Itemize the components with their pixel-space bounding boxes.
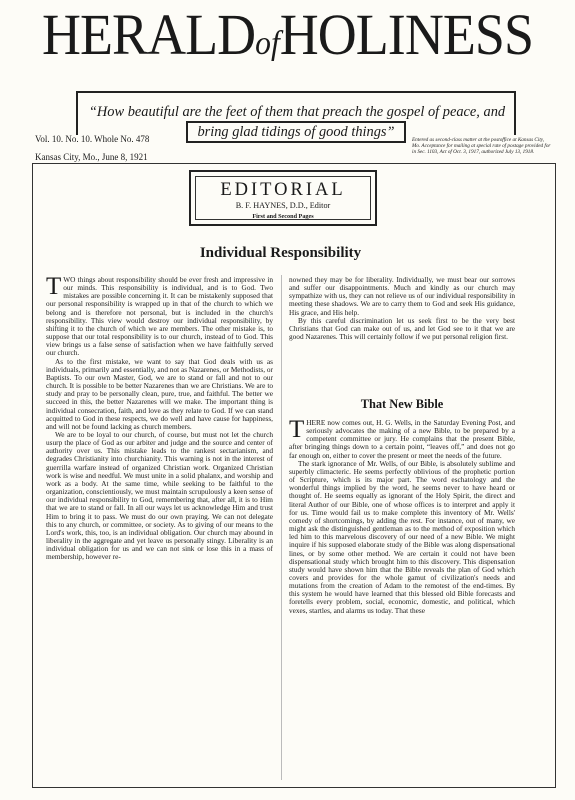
article-paragraph: As to the first mistake, we want to say that God deals with us as individuals, primarily and essentially, and not as Nazarenes, or Methodists, or Baptists. To our own Master, God, we are to stand or fall and not to our church. It is possible to be better Nazarenes than we are Christians. We are to study and pray to be personally clean, pure, true, and faithful. The better we succeed in this, the better Nazarenes will we make. The important thing is individual consecration, faith, and love as they relate to God. If we can stand acquitted to God in these respects, we do well and have cause for happiness, and will not be found lacking as church members. bbox=[46, 356, 273, 431]
article-paragraph bbox=[289, 419, 515, 460]
editorial-box bbox=[189, 170, 377, 226]
drop-cap: T bbox=[46, 276, 62, 300]
article-column-1 bbox=[46, 276, 273, 784]
paragraph-text: HERE now comes out, H. G. Wells, in the Saturday Evening Post, and seriously advocates the making of a new Bible, to be prepared by a competent committee or jury. He complains that the present Bible, after bringing things down to a certain point, “leaves off,” and does not go far enough on, either to cover the present or meet the needs of the future. bbox=[289, 419, 515, 460]
paragraph-text: WO things about responsibility should be ever fresh and impressive in our minds. This responsibility is individual, and is to God. Two mistakes are possible concerning it. It can be mistakenly supposed that our personal responsibility is wrapped up in that of the church to which we belong and is therefore not personal, but is included in the church's responsibility. This view would destroy our individual responsibility, by shifting it to the church of which we are members. The other mistake is, to suppose that our total responsibility is to our church, instead of to God. This view brings us a false sense of satisfaction when we have faithfully served our church. bbox=[46, 276, 273, 358]
article-paragraph: nowned they may be for liberality. Individually, we must bear our sorrows and suffer our disappointments. Much and kindly as our church may sympathize with us, they can not relieve us of our individual responsibility in meeting these shadows. We are to carry them to God and seek His guidance, His grace, and His help. bbox=[289, 276, 515, 317]
editorial-box-inner bbox=[195, 176, 371, 220]
drop-cap: T bbox=[289, 419, 305, 443]
postal-notice: Entered as second-class matter at the postoffice at Kansas City, Mo. Acceptance for mailing at special rate of postage provided for in Sec. 1103, Act of Oct. 3, 1917, authorized July 13, 1918. bbox=[412, 137, 551, 156]
motto-line-2: bring glad tidings of good things” bbox=[186, 121, 406, 143]
masthead-holiness: HOLINESS bbox=[279, 2, 534, 67]
masthead-herald: HERALD bbox=[41, 2, 256, 67]
article-paragraph bbox=[46, 276, 273, 358]
issue-place-date: Kansas City, Mo., June 8, 1921 bbox=[35, 152, 148, 162]
column-rule bbox=[281, 275, 282, 780]
article-paragraph: We are to be loyal to our church, of course, but must not let the church usurp the place of God as our arbiter and judge and the source and center of authority over us. This mistake leads to the rankest sectarianism, and degrades Christianity into churchianity. This warning is not in the interest of guerrilla warfare instead of organized Christian work. Organized Christian work is wise and needful. We must unite in a solid phalanx, and worship and work as a body. At the same time, while seeking to be faithful to the organization, conscientiously, we must maintain scrupulously a keen sense of our individual responsibility to God, remembering that, after all, it is to Him that we are to stand or fall. In all our ways let us acknowledge Him and trust Him to bring it to pass. We must do our own praying. We can not delegate this to any church, or committee, or society. As to giving of our means to the Lord's work, this, too, is an individual obligation. Our church may abound in liberality in the aggregate and yet leave us personally stingy. Liberality is an individual obligation for us and we can not sink or lose this in a mass of membership, however re- bbox=[46, 429, 273, 562]
motto-line-1: “How beautiful are the feet of them that preach the gospel of peace, and bbox=[88, 104, 506, 120]
masthead-of: of bbox=[255, 25, 280, 62]
article-paragraph: By this careful discrimination let us seek first to be the very best Christians that God can make out of us, and let God see to it that we are good Nazarenes. This will certainly follow if we put personal religion first. bbox=[289, 315, 515, 342]
article-title-individual-responsibility: Individual Responsibility bbox=[199, 245, 362, 261]
editor-name: B. F. HAYNES, D.D., Editor bbox=[235, 201, 331, 210]
article-paragraph: The stark ignorance of Mr. Wells, of our Bible, is absolutely sublime and superbly climacteric. He seems perfectly oblivious of the prophetic portion of Scripture, which is its major part. The word eschatology and the wonderful things implied by the word, he seems never to have heard or thought of. He seems equally as ignorant of the Holy Spirit, the direct and literal Author of our Bible, one of whose offices is to interpret and apply it for us. Time would fail us to make complete this inventory of Mr. Wells' comedy of shortcomings, by adding the rest. For instance, out of many, we might ask the distinguished gentleman as to the method of exposition which led him to this marvelous discovery of our need of a new Bible. We might inquire if his supposed elaborate study of the Bible was along dispensational lines, or by some other method. We are certain it could not have been dispensational study which brought him to this discovery. This dispensation study would have shown him that the Bible reveals the plan of God which covers and provides for the whole gamut of civilization's needs and mutations from the creation of Adam to the remotest of the end-times. By this system he would have learned that this blessed old Bible forecasts and foretells every problem, social, economic, domestic, and political, which vexes, startles, and alarms us today. That these bbox=[289, 458, 515, 615]
issue-volume: Vol. 10. No. 10. Whole No. 478 bbox=[35, 134, 150, 144]
article-column-2 bbox=[289, 276, 515, 374]
article-column-3 bbox=[289, 419, 515, 784]
editorial-title: EDITORIAL bbox=[220, 180, 346, 200]
article-title-that-new-bible: That New Bible bbox=[360, 397, 444, 411]
masthead bbox=[20, 4, 555, 75]
editorial-pages: First and Second Pages bbox=[252, 213, 314, 220]
